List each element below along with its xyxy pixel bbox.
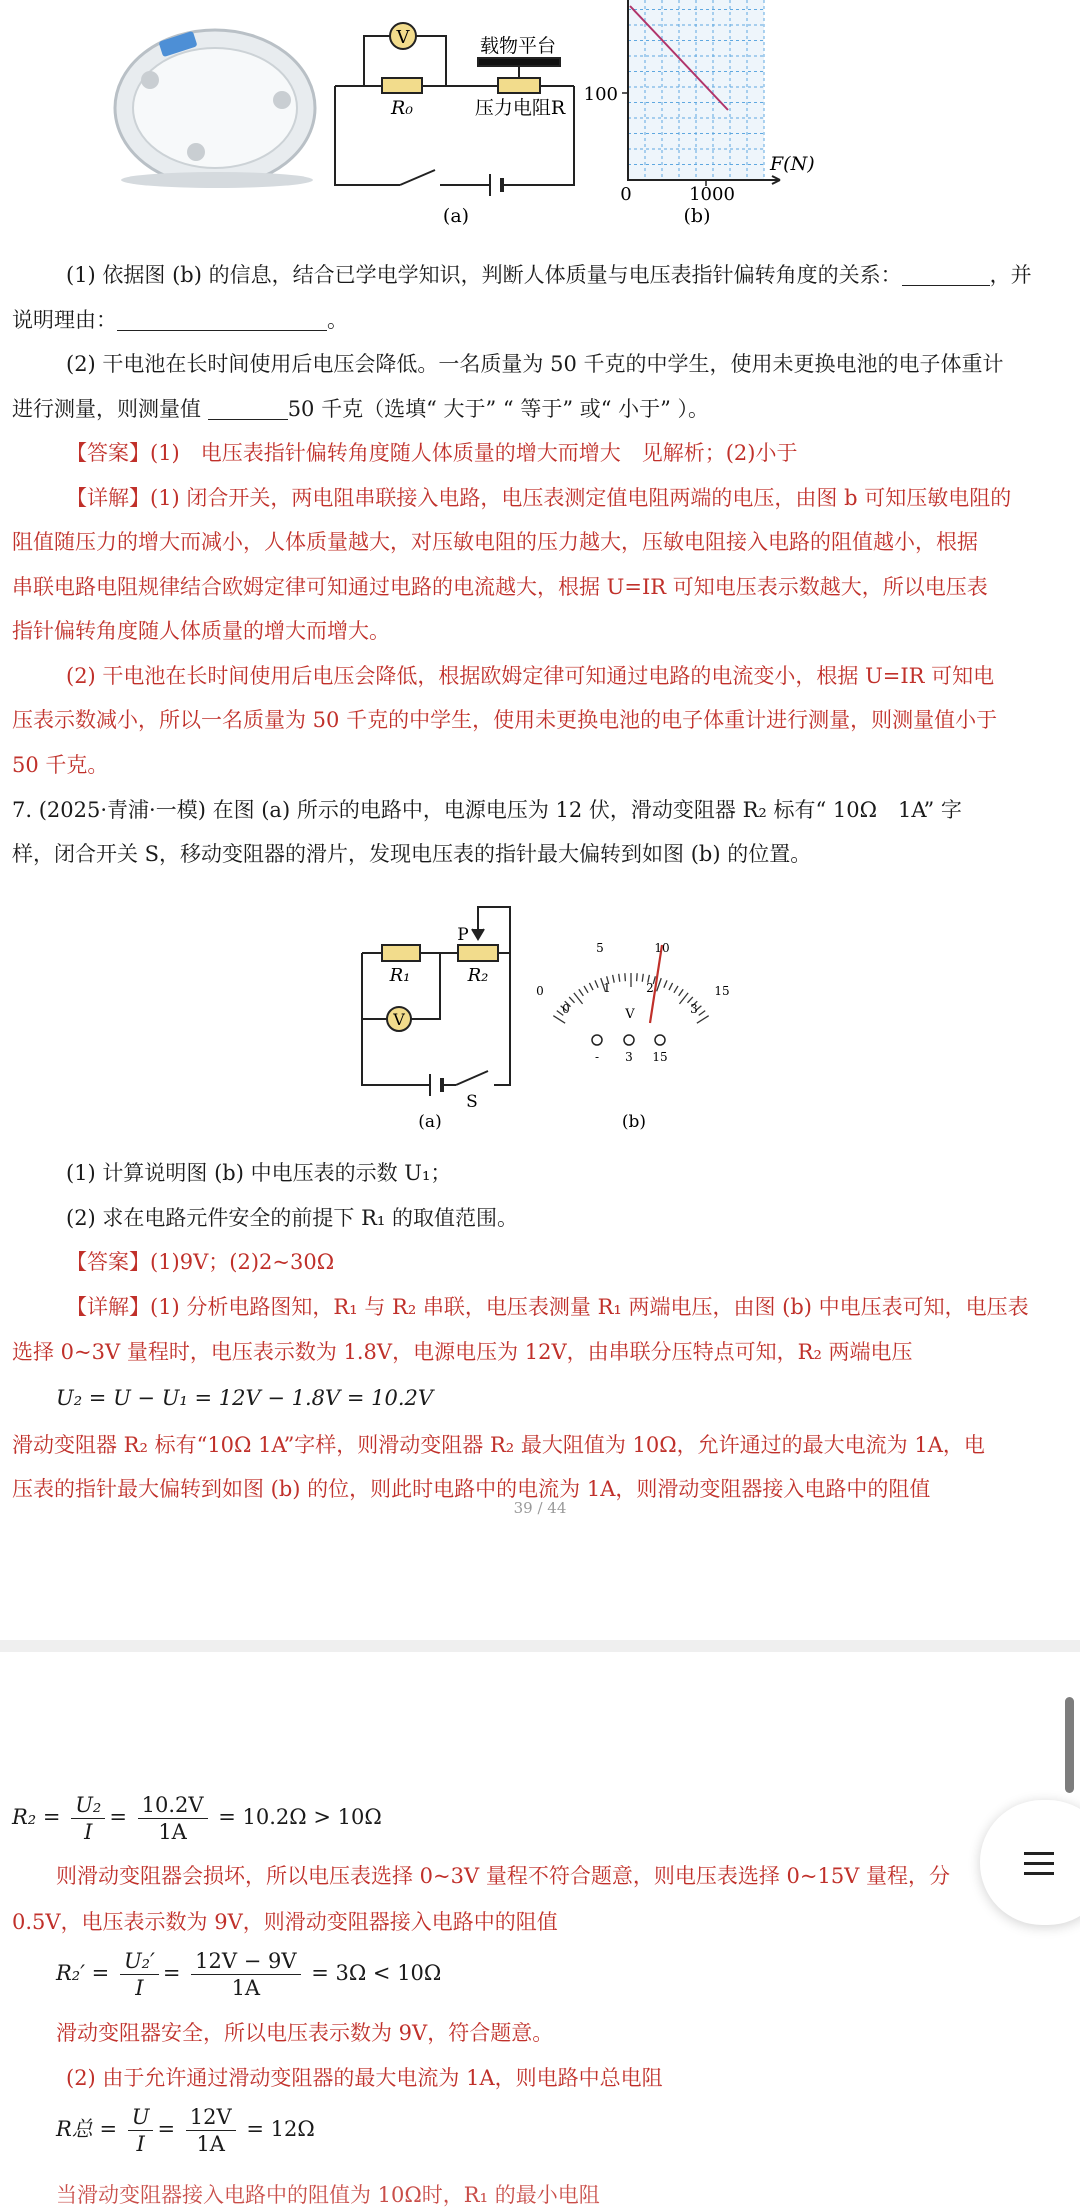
graph-y-tick: 100 bbox=[583, 84, 618, 105]
meter-tick bbox=[697, 1016, 709, 1024]
terminal-15: 15 bbox=[652, 1050, 668, 1064]
figure-q7 bbox=[0, 895, 1080, 1140]
caption-q7-b: (b) bbox=[621, 1112, 647, 1132]
q6-detail-line: 阻值随压力的增大而减小，人体质量越大，对压敏电阻的压力越大，压敏电阻接入电路的阻值越小，根据 bbox=[12, 530, 978, 554]
meter-tick bbox=[584, 986, 588, 993]
q7-detail-line: 压表的指针最大偏转到如图 (b) 的位，则此时电路中的电流为 1A，则滑动变阻器接入电路中的阻值 bbox=[12, 1477, 931, 1501]
q6-detail-line: 压表示数减小，所以一名质量为 50 千克的中学生，使用未更换电池的电子体重计进行测量，则测量值小于 bbox=[12, 708, 998, 732]
q6-detail-line: 串联电路电阻规律结合欧姆定律可知通过电路的电流越大，根据 U=IR 可知电压表示数越大，所以电压表 bbox=[12, 575, 988, 599]
meter-tick bbox=[553, 1016, 565, 1024]
scale-top-15: 15 bbox=[714, 984, 730, 998]
meter-tick bbox=[595, 980, 598, 987]
q7-sub2: (2) 求在电路元件安全的前提下 R₁ 的取值范围。 bbox=[66, 1206, 519, 1230]
q7-detail-line-partial: 当滑动变阻器接入电路中的阻值为 10Ω时，R₁ 的最小电阻 bbox=[56, 2183, 600, 2207]
meter-tick bbox=[674, 986, 678, 993]
graph-x-axis-label: F(N) bbox=[770, 153, 815, 175]
scrollbar-thumb[interactable] bbox=[1065, 1697, 1074, 1793]
scale-top-5: 5 bbox=[596, 941, 604, 955]
equation-r2-prime: R₂′ = $\frac{\text{U₂′}}{I}$ = $\frac{12V - 9V}{1A}$ = 3Ω < 10Ω bbox=[56, 1949, 442, 2000]
voltmeter-dial bbox=[553, 945, 708, 1045]
q7-answer: 【答案】(1)9V；(2)2~30Ω bbox=[66, 1250, 335, 1274]
q6-part2-line2: 进行测量，则测量值 50 千克（选填“ 大于” “ 等于” 或“ 小于” ）。 bbox=[12, 387, 1066, 432]
meter-tick bbox=[589, 983, 593, 990]
q6-detail-line: 指针偏转角度随人体质量的增大而增大。 bbox=[12, 619, 390, 643]
answer-blank-3 bbox=[208, 393, 288, 420]
meter-tick bbox=[669, 983, 673, 990]
caption-q7-a: (a) bbox=[418, 1112, 442, 1132]
menu-icon bbox=[1024, 1872, 1054, 1875]
caption-b: (b) bbox=[683, 205, 711, 227]
menu-icon bbox=[1024, 1862, 1054, 1865]
switch-s-label: S bbox=[466, 1092, 478, 1112]
terminal-minus: - bbox=[594, 1050, 600, 1064]
equation-r2: R₂ = $\frac{\text{U₂}}{I}$ = $\frac{10.2V}{1A}$ = 10.2Ω > 10Ω bbox=[12, 1793, 382, 1844]
figure-1 bbox=[0, 0, 1080, 240]
q6-answer: 【答案】(1) 电压表指针偏转角度随人体质量的增大而增大 见解析；(2)小于 bbox=[66, 441, 798, 465]
page-number: 39 / 44 bbox=[513, 1499, 567, 1517]
q7-sub1: (1) 计算说明图 (b) 中电压表的示数 U₁； bbox=[66, 1161, 452, 1185]
q7-detail-line: 0.5V，电压表示数为 9V，则滑动变阻器接入电路中的阻值 bbox=[12, 1910, 558, 1934]
meter-tick bbox=[679, 989, 684, 996]
q6-detail-line: 【详解】(1) 闭合开关，两电阻串联接入电路，电压表测定值电阻两端的电压，由图 b 可知压敏电阻的 bbox=[66, 486, 1012, 510]
q6-part2-line1: (2) 干电池在长时间使用后电压会降低。一名质量为 50 千克的中学生，使用未更换电池的电子体重计 bbox=[66, 352, 1004, 376]
answer-blank-1 bbox=[902, 259, 990, 286]
meter-tick bbox=[642, 974, 643, 982]
q7-detail-line: 滑动变阻器安全，所以电压表示数为 9V，符合题意。 bbox=[56, 2021, 554, 2045]
voltmeter-v-label: V bbox=[393, 1010, 405, 1029]
answer-blank-2 bbox=[117, 304, 327, 331]
meter-tick bbox=[619, 974, 620, 982]
equation-r-total: R总 = $\frac{U}{I}$ = $\frac{12V}{1A}$ = 12Ω bbox=[56, 2105, 315, 2156]
q6-detail-line: (2) 干电池在长时间使用后电压会降低，根据欧姆定律可知通过电路的电流变小，根据 U=IR 可知电 bbox=[66, 664, 995, 688]
scale-bottom-2: 2 bbox=[646, 981, 654, 995]
q7-detail-line: 选择 0~3V 量程时，电压表示数为 1.8V，电源电压为 12V，由串联分压特点可知，R₂ 两端电压 bbox=[12, 1340, 913, 1364]
q7-stem-line2: 样，闭合开关 S，移动变阻器的滑片，发现电压表的指针最大偏转到如图 (b) 的位置。 bbox=[12, 842, 812, 866]
voltmeter-v-label: V bbox=[396, 27, 410, 48]
page-gap bbox=[0, 1640, 1080, 1652]
bathroom-scale-image bbox=[115, 30, 315, 188]
q7-stem-line1: 7. (2025·青浦·一模) 在图 (a) 所示的电路中，电源电压为 12 伏，滑动变阻器 R₂ 标有“ 10Ω 1A” 字 bbox=[12, 798, 962, 822]
platform-label: 载物平台 bbox=[479, 35, 557, 57]
q7-detail-line: (2) 由于允许通过滑动变阻器的最大电流为 1A，则电路中总电阻 bbox=[66, 2066, 663, 2090]
caption-a: (a) bbox=[442, 205, 470, 227]
meter-tick bbox=[637, 973, 638, 981]
meter-tick bbox=[574, 993, 583, 1004]
q7-detail-line: 则滑动变阻器会损坏，所以电压表选择 0~3V 量程不符合题意，则电压表选择 0~15V 量程，分 bbox=[56, 1864, 951, 1888]
resistance-force-graph bbox=[622, 0, 780, 186]
menu-icon bbox=[1024, 1852, 1054, 1855]
graph-x-tick: 1000 bbox=[689, 184, 735, 205]
scale-bottom-0: 0 bbox=[562, 1002, 570, 1016]
graph-origin: 0 bbox=[620, 184, 632, 205]
meter-tick bbox=[579, 989, 584, 996]
r1-label: R₁ bbox=[389, 965, 411, 986]
scale-top-0: 0 bbox=[536, 984, 544, 998]
slider-p-label: P bbox=[457, 925, 469, 945]
circuit-diagram-q7-a bbox=[362, 907, 510, 1096]
meter-tick bbox=[613, 975, 615, 983]
q6-part1-line1: (1) 依据图 (b) 的信息，结合已学电学知识，判断人体质量与电压表指针偏转角度的关系： ，并 bbox=[66, 253, 1066, 298]
pressure-resistor-label: 压力电阻R bbox=[474, 97, 566, 119]
meter-tick bbox=[699, 1011, 705, 1016]
meter-v-label: V bbox=[625, 1007, 635, 1022]
meter-tick bbox=[679, 993, 688, 1004]
q7-detail-line: 【详解】(1) 分析电路图知，R₁ 与 R₂ 串联，电压表测量 R₁ 两端电压，由图 (b) 中电压表可知，电压表 bbox=[66, 1295, 1029, 1319]
scale-bottom-1: 1 bbox=[603, 981, 611, 995]
q6-part1-line2: 说明理由： 。 bbox=[12, 298, 1066, 343]
meter-tick bbox=[625, 973, 626, 981]
terminal-3: 3 bbox=[625, 1050, 633, 1064]
r0-label: R₀ bbox=[391, 97, 413, 119]
scale-bottom-3: 3 bbox=[690, 1002, 698, 1016]
meter-tick bbox=[569, 997, 574, 1003]
document-page-40 bbox=[0, 1652, 1080, 2208]
q6-detail-line: 50 千克。 bbox=[12, 753, 109, 777]
meter-tick bbox=[664, 980, 667, 987]
q7-detail-line: 滑动变阻器 R₂ 标有“10Ω 1A”字样，则滑动变阻器 R₂ 最大阻值为 10Ω，允许通过的最大电流为 1A，电 bbox=[12, 1433, 985, 1457]
r2-label: R₂ bbox=[467, 965, 489, 986]
equation-u2: U₂ = U − U₁ = 12V − 1.8V = 10.2V bbox=[56, 1386, 434, 1410]
scale-top-10: 10 bbox=[654, 941, 670, 955]
